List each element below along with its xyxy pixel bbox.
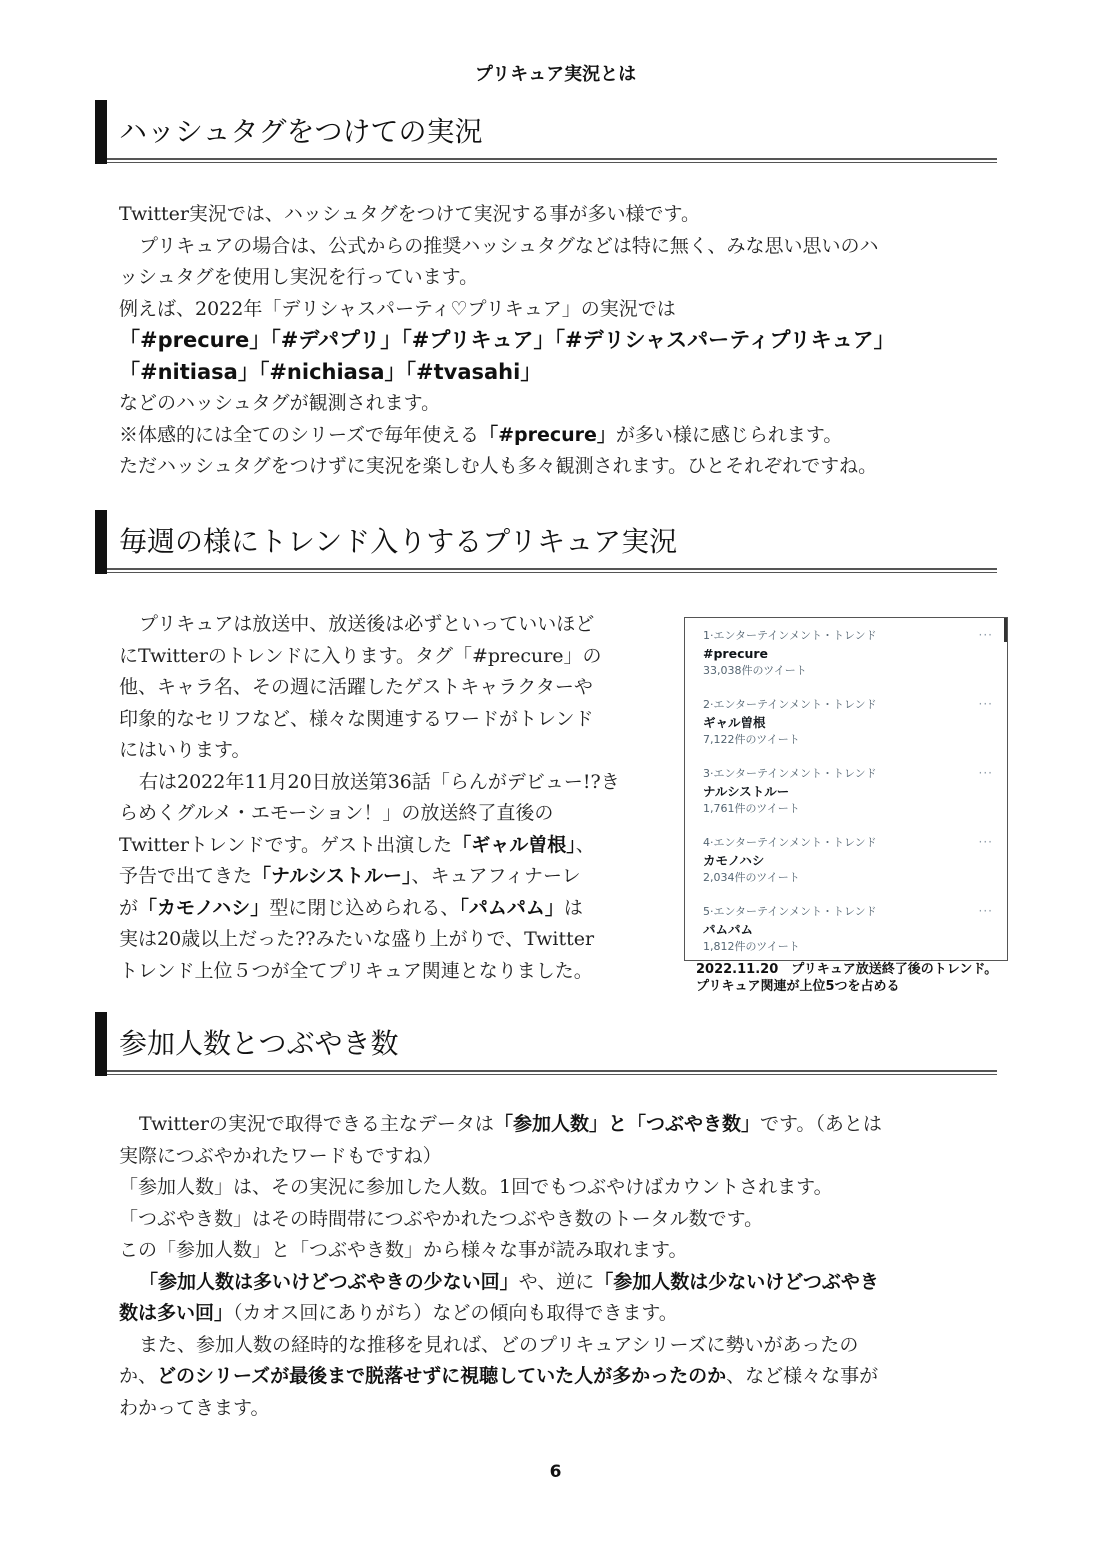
trend-tweet-count: 1,812件のツイート (703, 940, 800, 953)
hashtag-list-line: 「#precure」「#デパプリ」「#プリキュア」「#デリシャスパーティプリキュア」 (119, 328, 895, 352)
text-run: Twitterの実況で取得できる主なデータは (139, 1113, 494, 1135)
section-title: 参加人数とつぶやき数 (119, 1027, 399, 1060)
heading-rule (107, 568, 997, 570)
emphasis-text: 「ナルシストルー」 (252, 865, 412, 887)
more-horizontal-icon: ··· (978, 835, 993, 849)
trend-name: #precure (703, 646, 769, 661)
text-run: が多い様に感じられます。 (615, 423, 843, 446)
emphasis-text: 「参加人数は多いけどつぶやきの少ない回」 (139, 1270, 519, 1293)
trend-category: 5·エンターテインメント・トレンド (703, 905, 877, 918)
body-line: トレンド上位５つが全てプリキュア関連となりました。 (119, 959, 593, 982)
trend-tweet-count: 7,122件のツイート (703, 733, 800, 746)
body-line: この「参加人数」と「つぶやき数」から様々な事が読み取れます。 (119, 1239, 688, 1261)
emphasis-text: 「#precure」 (479, 423, 616, 446)
text-run: 予告で出てきた (119, 865, 253, 887)
body-line: プリキュアの場合は、公式からの推奨ハッシュタグなどは特に無く、みな思い思いのハ (139, 234, 879, 257)
heading-rule (107, 158, 997, 160)
body-line: にはいります。 (119, 739, 251, 761)
text-run: 型に閉じ込められる、 (269, 896, 460, 919)
body-line: らめくグルメ・エモーション！」の放送終了直後の (119, 802, 554, 824)
trend-item (703, 766, 993, 826)
heading-rule (107, 1074, 997, 1075)
body-line (119, 1361, 999, 1393)
heading-rule (107, 1070, 997, 1072)
body-line: 実は20歳以上だった??みたいな盛り上がりで、Twitter (119, 928, 595, 950)
section-body-participants (119, 1109, 999, 1424)
trend-name: カモノハシ (703, 853, 765, 868)
emphasis-text: 「参加人数」と「つぶやき数」 (493, 1113, 760, 1135)
text-run: ※体感的には全てのシリーズで毎年使える (119, 423, 480, 446)
body-line: 他、キャラ名、その週に活躍したゲストキャラクターや (119, 676, 593, 698)
body-line (119, 1109, 999, 1141)
hashtag-list-line: 「#nitiasa」「#nichiasa」「#tvasahi」 (119, 359, 542, 384)
heading-bar (95, 1012, 107, 1076)
trend-item (703, 628, 993, 688)
body-line (119, 893, 664, 925)
scrollbar (1004, 618, 1007, 642)
text-run: や、逆に (518, 1270, 595, 1293)
page-number: 6 (549, 1462, 562, 1482)
emphasis-text: 「ギャル曽根」 (452, 833, 576, 856)
running-title: プリキュア実況とは (474, 64, 637, 85)
heading-rule (107, 162, 997, 163)
text-run: が (119, 896, 139, 919)
trend-category: 2·エンターテインメント・トレンド (703, 698, 877, 711)
heading-rule (107, 572, 997, 573)
text-run: （カオス回にありがち）などの傾向も取得できます。 (233, 1302, 678, 1324)
caption-line: プリキュア関連が上位5つを占める (696, 979, 900, 994)
body-line: ッシュタグを使用し実況を行っています。 (119, 266, 479, 288)
body-line: 「つぶやき数」はその時間帯につぶやかれたつぶやき数のトータル数です。 (119, 1207, 764, 1230)
more-horizontal-icon: ··· (978, 628, 993, 642)
trend-item (703, 697, 993, 757)
body-line: 実際につぶやかれたワードもですね） (119, 1144, 442, 1167)
section-heading-hashtag (95, 100, 997, 164)
twitter-trend-screenshot (684, 617, 1008, 961)
emphasis-text: 「パムパム」 (459, 896, 564, 919)
trend-category: 4·エンターテインメント・トレンド (703, 836, 877, 849)
body-line (119, 420, 999, 452)
emphasis-text: 数は多い回」 (119, 1302, 234, 1324)
body-line: プリキュアは放送中、放送後は必ずといっていいほど (139, 613, 595, 635)
section-body-trend (119, 609, 664, 987)
trend-name: パムパム (703, 922, 754, 937)
text-run: です。（あとは (759, 1113, 882, 1135)
section-heading-trend (95, 510, 997, 574)
body-line: 右は2022年11月20日放送第36話「らんがデビュー!?き (139, 770, 620, 793)
more-horizontal-icon: ··· (978, 904, 993, 918)
section-heading-participants (95, 1012, 997, 1076)
heading-bar (95, 100, 107, 164)
body-line: などのハッシュタグが観測されます。 (119, 392, 441, 414)
caption-line: 2022.11.20 プリキュア放送終了後のトレンド。 (696, 962, 998, 977)
trend-category: 3·エンターテインメント・トレンド (703, 767, 877, 780)
text-run: 、キュアフィナーレ (411, 865, 581, 887)
heading-bar (95, 510, 107, 574)
section-title: 毎週の様にトレンド入りするプリキュア実況 (119, 525, 678, 558)
section-body-hashtag (119, 199, 999, 483)
text-run: は (563, 896, 583, 919)
trend-tweet-count: 33,038件のツイート (703, 664, 807, 677)
trend-name: ナルシストルー (703, 784, 790, 799)
body-line: にTwitterのトレンドに入ります。タグ「#precure」の (119, 644, 602, 667)
body-line (119, 1267, 999, 1299)
body-line: Twitter実況では、ハッシュタグをつけて実況する事が多い様です。 (119, 203, 701, 225)
more-horizontal-icon: ··· (978, 766, 993, 780)
section-title: ハッシュタグをつけての実況 (119, 115, 483, 148)
body-line (119, 830, 664, 862)
body-line: 「参加人数」は、その実況に参加した人数。1回でもつぶやけばカウントされます。 (119, 1176, 833, 1198)
trend-item (703, 835, 993, 895)
trend-name: ギャル曽根 (703, 715, 766, 730)
text-run: 、など様々な事が (726, 1365, 879, 1387)
text-run: か、 (119, 1365, 158, 1387)
emphasis-text: 「参加人数は少ないけどつぶやき (594, 1270, 879, 1293)
body-line (119, 1298, 999, 1330)
trend-tweet-count: 1,761件のツイート (703, 802, 800, 815)
body-line (119, 861, 664, 893)
text-run: Twitterトレンドです。ゲスト出演した (119, 833, 453, 856)
body-line: ただハッシュタグをつけずに実況を楽しむ人も多々観測されます。ひとそれぞれですね。 (119, 455, 878, 477)
body-line: わかってきます。 (119, 1396, 270, 1419)
emphasis-text: どのシリーズが最後まで脱落せずに視聴していた人が多かったのか (157, 1365, 727, 1387)
trend-category: 1·エンターテインメント・トレンド (703, 629, 877, 642)
trend-item (703, 904, 993, 961)
body-line: また、参加人数の経時的な推移を見れば、どのプリキュアシリーズに勢いがあったの (139, 1333, 859, 1356)
trend-tweet-count: 2,034件のツイート (703, 871, 800, 884)
more-horizontal-icon: ··· (978, 697, 993, 711)
body-line: 印象的なセリフなど、様々な関連するワードがトレンド (119, 707, 594, 730)
figure-caption (696, 961, 997, 995)
text-run: 、 (575, 833, 595, 856)
emphasis-text: 「カモノハシ」 (138, 896, 270, 919)
body-line: 例えば、2022年「デリシャスパーティ♡プリキュア」の実況では (119, 297, 676, 320)
